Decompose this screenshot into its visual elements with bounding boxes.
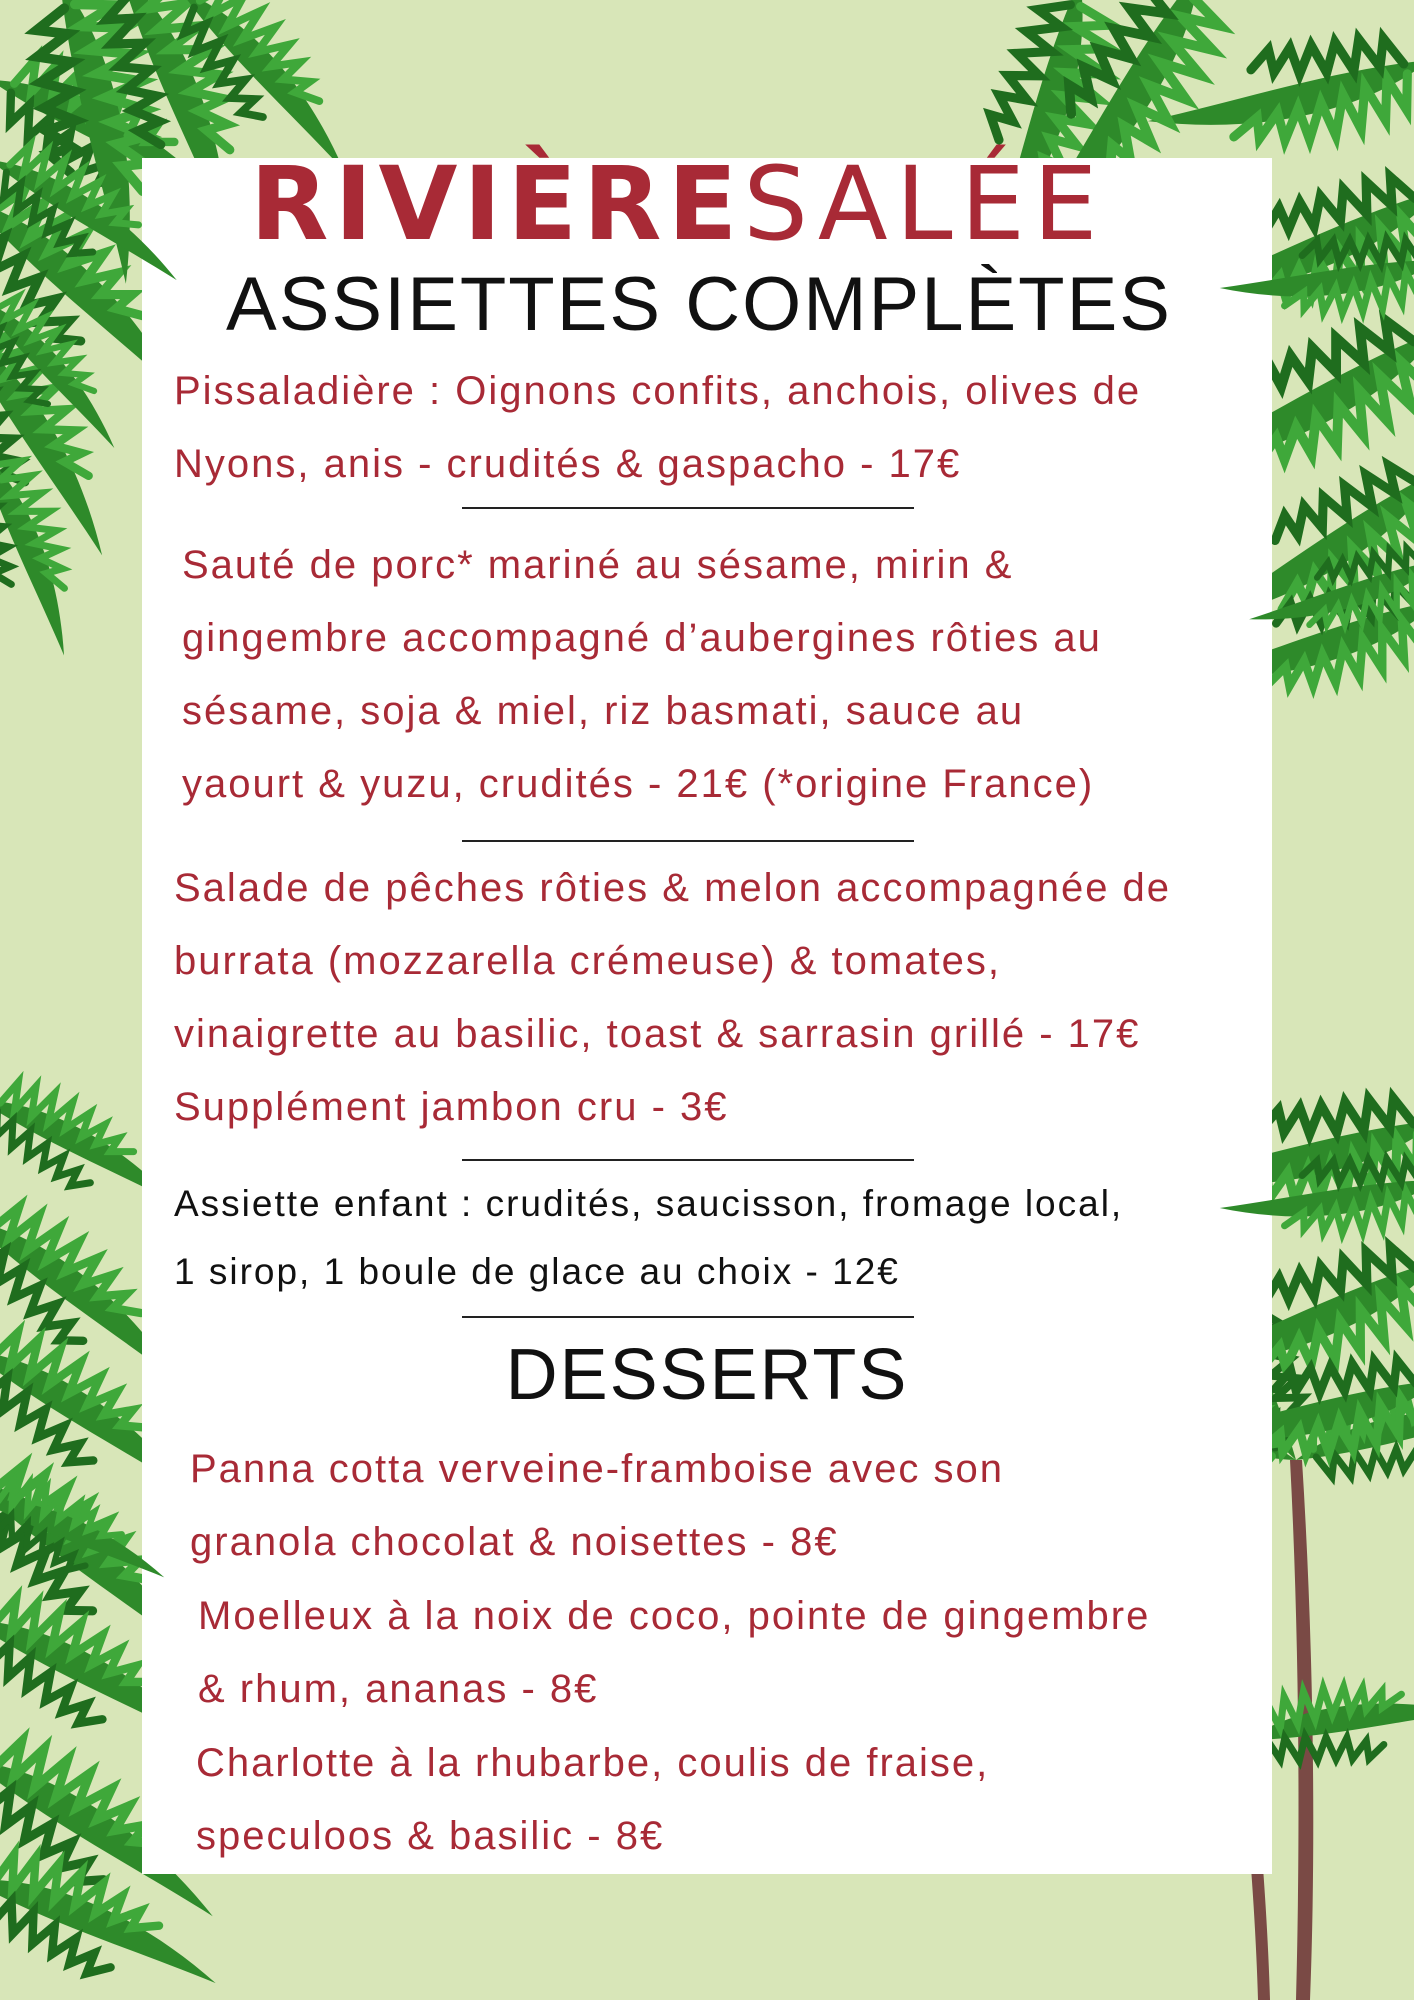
divider	[462, 840, 914, 842]
menu-item: Pissaladière : Oignons confits, anchois, olives de Nyons, anis - crudités & gaspacho - 17€	[174, 369, 1142, 486]
dessert-item: Charlotte à la rhubarbe, coulis de fraise, speculoos & basilic - 8€	[196, 1741, 990, 1858]
dessert-item: Panna cotta verveine-framboise avec son granola chocolat & noisettes - 8€	[190, 1447, 1004, 1564]
brand-logo	[250, 145, 1130, 264]
section-title-plates: ASSIETTES COMPLÈTES	[226, 262, 1172, 347]
menu-item-kids: Assiette enfant : crudités, saucisson, fromage local, 1 sirop, 1 boule de glace au choix - 12€	[174, 1183, 1124, 1292]
menu-item: Salade de pêches rôties & melon accompagnée de burrata (mozzarella crémeuse) & tomates, vinaigrette au basilic, toast & sarrasin grillé - 17€ Supplément jambon cru - 3€	[174, 866, 1172, 1129]
brand-name-part1: RIVIÈRE	[250, 145, 744, 264]
divider	[462, 1159, 914, 1161]
brand-name-part2: SALÉE	[743, 145, 1106, 264]
divider	[462, 1316, 914, 1318]
menu-item: Sauté de porc* mariné au sésame, mirin & gingembre accompagné d’aubergines rôties au sésame, soja & miel, riz basmati, sauce au yaourt & yuzu, crudités - 21€ (*origine France)	[182, 543, 1102, 806]
section-title-desserts: DESSERTS	[505, 1335, 909, 1415]
divider	[462, 507, 914, 509]
dessert-item: Moelleux à la noix de coco, pointe de gingembre & rhum, ananas - 8€	[198, 1594, 1151, 1711]
